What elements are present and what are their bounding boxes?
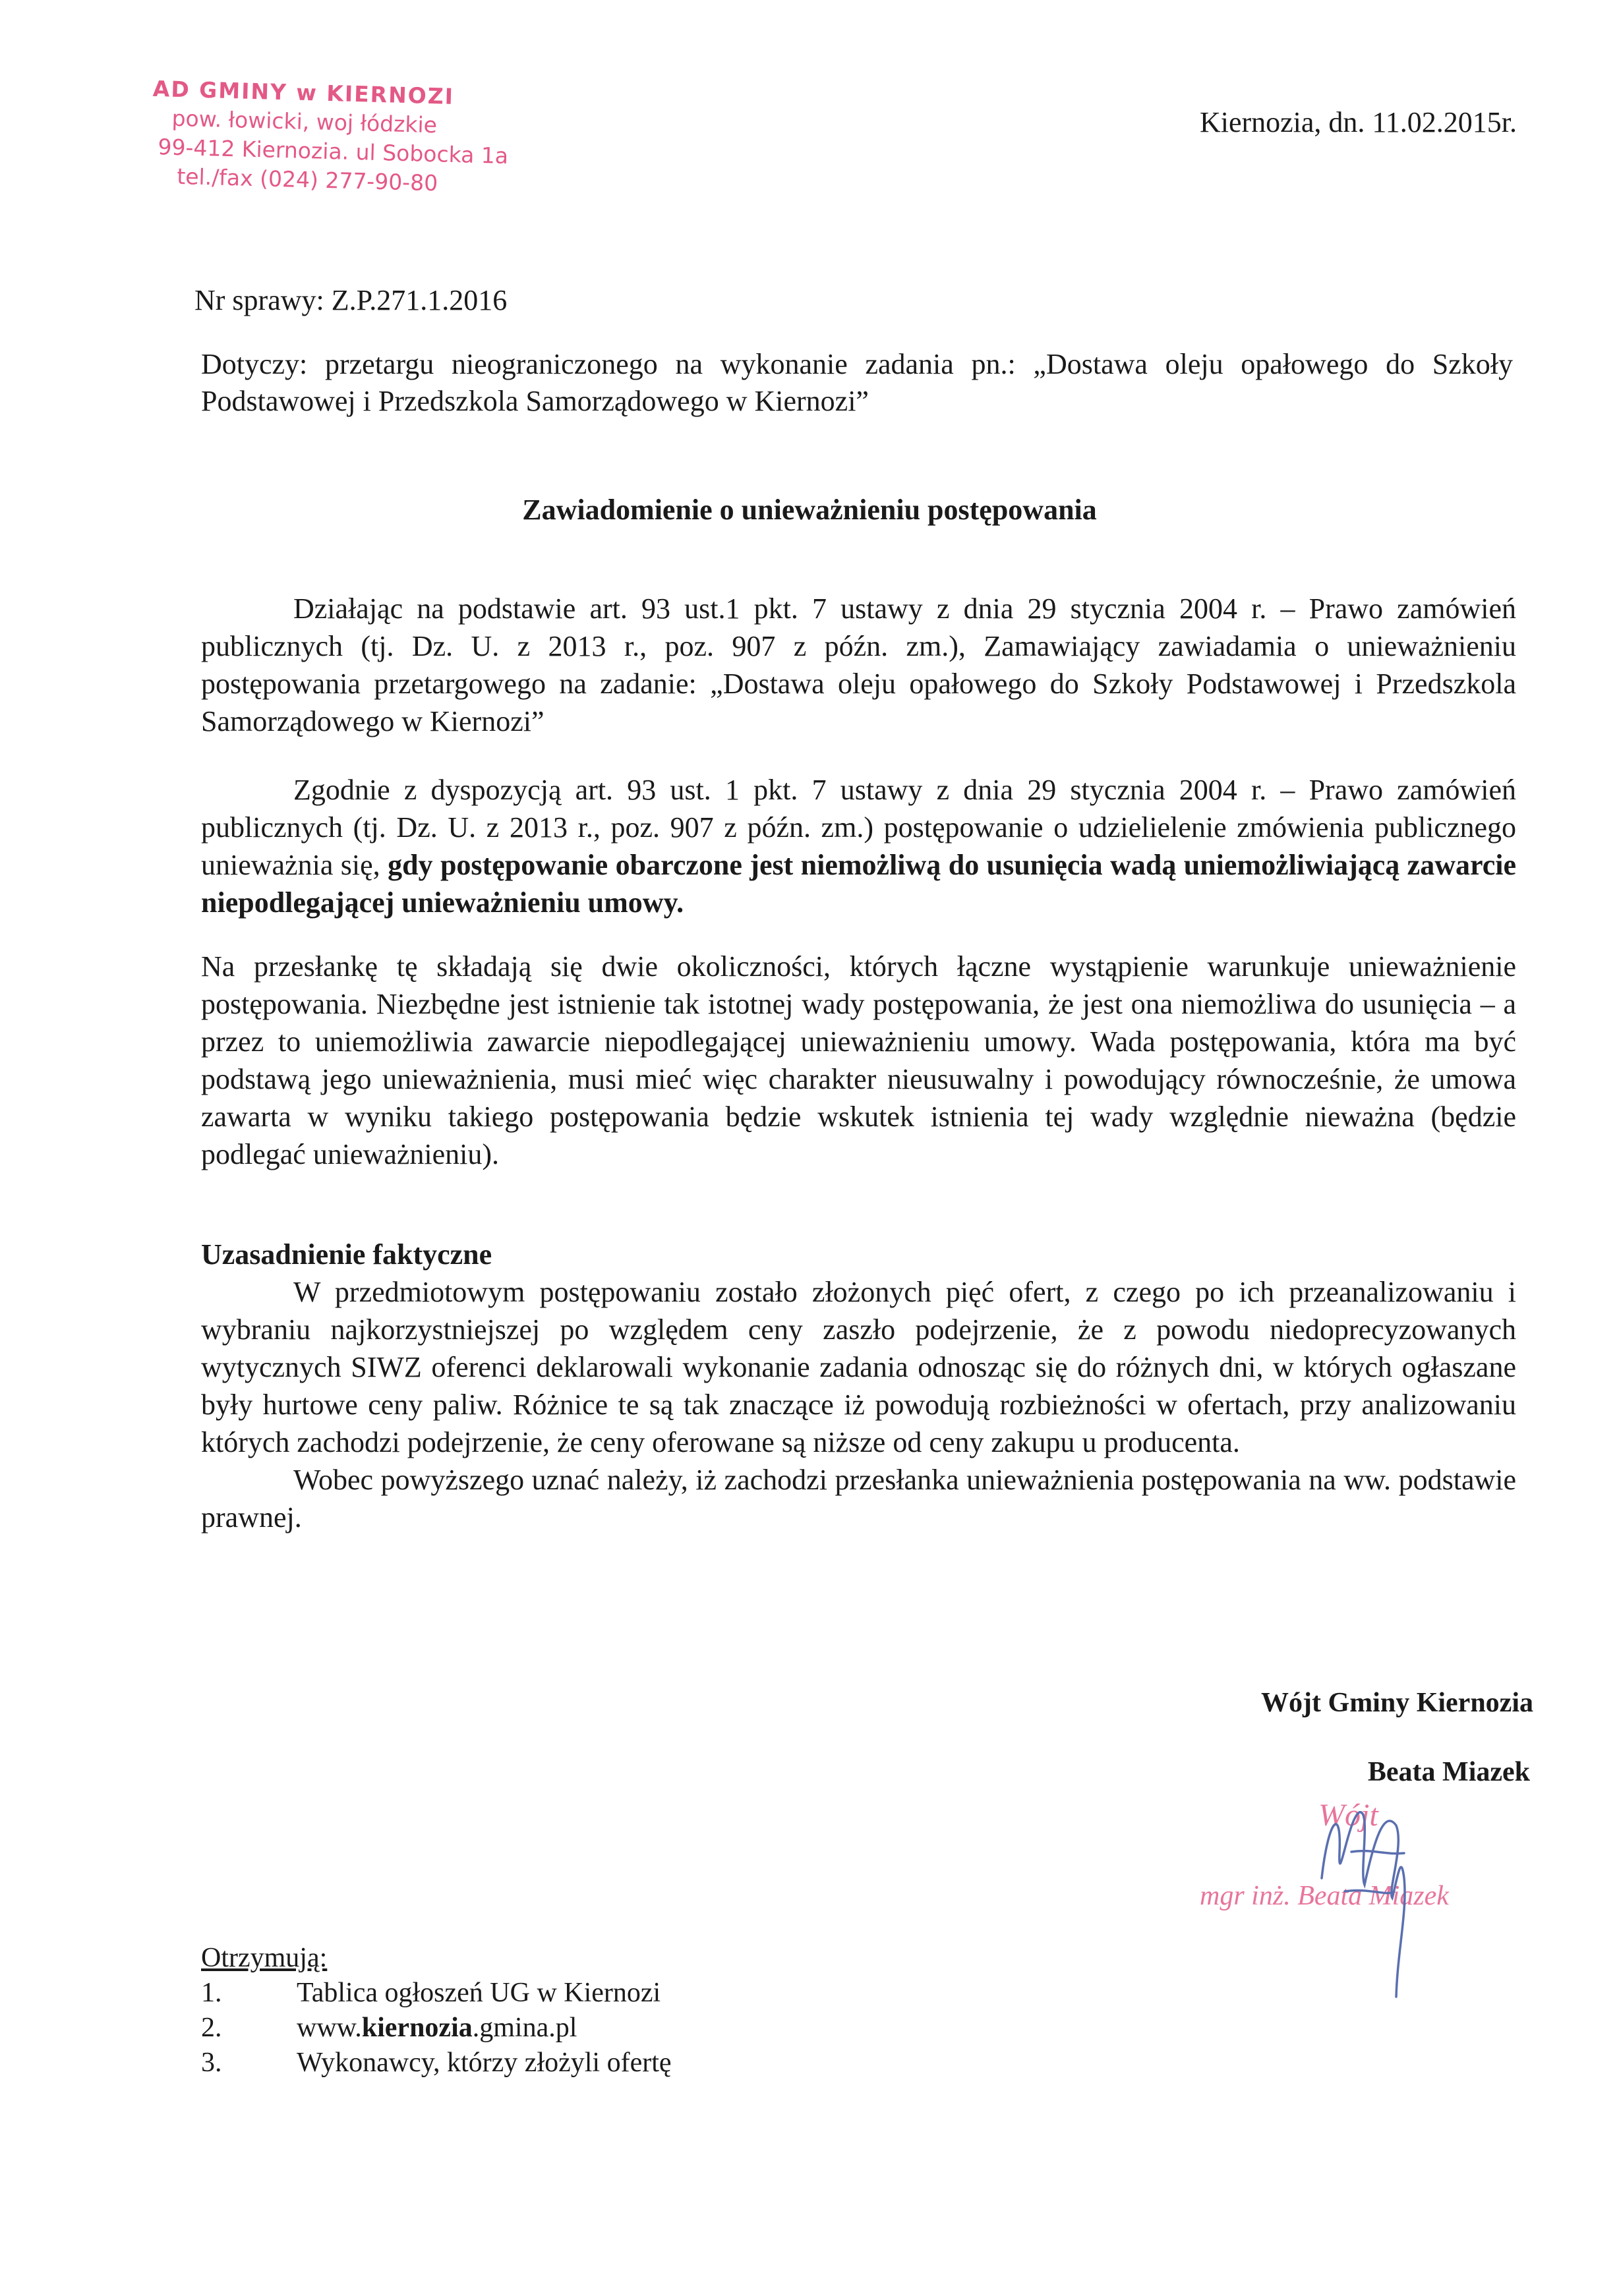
- list-item: [201, 2011, 672, 2046]
- justification-heading: Uzasadnienie faktyczne: [201, 1238, 492, 1271]
- website-suffix: .gmina.pl: [472, 2013, 577, 2043]
- signatory-office: Wójt Gminy Kiernozia: [1261, 1688, 1533, 1718]
- website-link[interactable]: [297, 2011, 577, 2046]
- case-number: Nr sprawy: Z.P.271.1.2016: [194, 284, 508, 316]
- paragraph-disposition-bold: gdy postępowanie obarczone jest niemożliwą do usunięcia wadą uniemożliwiającą zawarcie niepodlegającej unieważnieniu umowy.: [201, 849, 1516, 919]
- paragraph-premises: Na przesłankę tę składają się dwie okoliczności, których łączne wystąpienie warunkuje unieważnienie postępowania. Niezbędne jest istnienie tak istotnej wady postępowania, że jest ona niemożliwa do usunięcia – a przez to uniemożliwia zawarcie niepodlegającej unieważnieniu umowy. Wada postępowania, która ma być podstawą jego unieważnienia, musi mieć więc charakter nieusuwalny i powodujący równocześnie, że umowa zawarta w wyniku takiego postępowania będzie wskutek istnienia tej wady względnie nieważna (będzie podlegać unieważnieniu).: [201, 950, 1516, 1170]
- signature-graphic: [1187, 1779, 1529, 2030]
- website-domain: kiernozia: [361, 2013, 473, 2043]
- recipients-header: Otrzymują:: [201, 1943, 328, 1973]
- signature-stamp-title: Wójt: [1318, 1798, 1378, 1833]
- website-prefix: www.: [297, 2013, 362, 2043]
- list-item-text: Tablica ogłoszeń UG w Kiernozi: [297, 1978, 661, 2008]
- signature-stamp-name: mgr inż. Beata Miazek: [1200, 1881, 1449, 1911]
- document-date: Kiernozia, dn. 11.02.2015r.: [1199, 106, 1517, 138]
- stamp-line: AD GMINY w KIERNOZI: [152, 75, 455, 109]
- paragraph-disposition: [201, 771, 1516, 921]
- document-title: Zawiadomienie o unieważnieniu postępowania: [522, 494, 1097, 526]
- office-stamp: [150, 74, 510, 200]
- paragraph-legal-basis: Działając na podstawie art. 93 ust.1 pkt. 7 ustawy z dnia 29 stycznia 2004 r. – Prawo zamówień publicznych (tj. Dz. U. z 2013 r., poz. 907 z późn. zm.), Zamawiający zawiadamia o unieważnieniu postępowania przetargowego na zadanie: „Dostawa oleju opałowego do Szkoły Podstawowej i Przedszkola Samorządowego w Kiernozi”: [201, 592, 1516, 737]
- list-item-number: 1.: [201, 1978, 222, 2008]
- subject-line: Dotyczy: przetargu nieograniczonego na wykonanie zadania pn.: „Dostawa oleju opałowego do Szkoły Podstawowej i Przedszkola Samorządowego w Kiernozi”: [201, 348, 1513, 417]
- justification-paragraph: W przedmiotowym postępowaniu zostało złożonych pięć ofert, z czego po ich przeanalizowaniu i wybraniu najkorzystniejszej po względem ceny zaszło podejrzenie, że z powodu niedoprecyzowanych wytycznych SIWZ oferenci deklarowali wykonanie zadania odnosząc się do różnych dni, w których ogłaszane były hurtowe ceny paliw. Różnice te są tak znaczące iż powodują rozbieżności w ofertach, przy analizowaniu których zachodzi podejrzenie, że ceny oferowane są niższe od ceny zakupu u producenta.: [201, 1276, 1516, 1458]
- justification-section: [201, 1236, 1516, 1536]
- justification-conclusion: Wobec powyższego uznać należy, iż zachodzi przesłanka unieważnienia postępowania na ww. podstawie prawnej.: [201, 1464, 1516, 1534]
- signatory-name: Beata Miazek: [1367, 1757, 1530, 1787]
- paragraph-disposition-text: Zgodnie z dyspozycją art. 93 ust. 1 pkt. 7 ustawy z dnia 29 stycznia 2004 r. – Prawo zamówień publicznych (tj. Dz. U. z 2013 r., poz. 907 z późn. zm.) postępowanie o udzielielenie zmówienia publicznego unieważnia się,: [201, 774, 1516, 881]
- handwritten-signature: [1187, 1779, 1529, 2033]
- list-item-number: 2.: [201, 2013, 222, 2043]
- list-item-number: 3.: [201, 2048, 222, 2078]
- stamp-line: pow. łowicki, woj łódzkie: [171, 105, 438, 138]
- list-item: [201, 2046, 672, 2081]
- stamp-line: tel./fax (024) 277-90-80: [176, 163, 438, 196]
- list-item-text: Wykonawcy, którzy złożyli ofertę: [297, 2048, 672, 2078]
- recipients-list: [201, 1941, 672, 2081]
- list-item: [201, 1976, 672, 2011]
- stamp-line: 99-412 Kiernozia. ul Sobocka 1a: [158, 134, 509, 169]
